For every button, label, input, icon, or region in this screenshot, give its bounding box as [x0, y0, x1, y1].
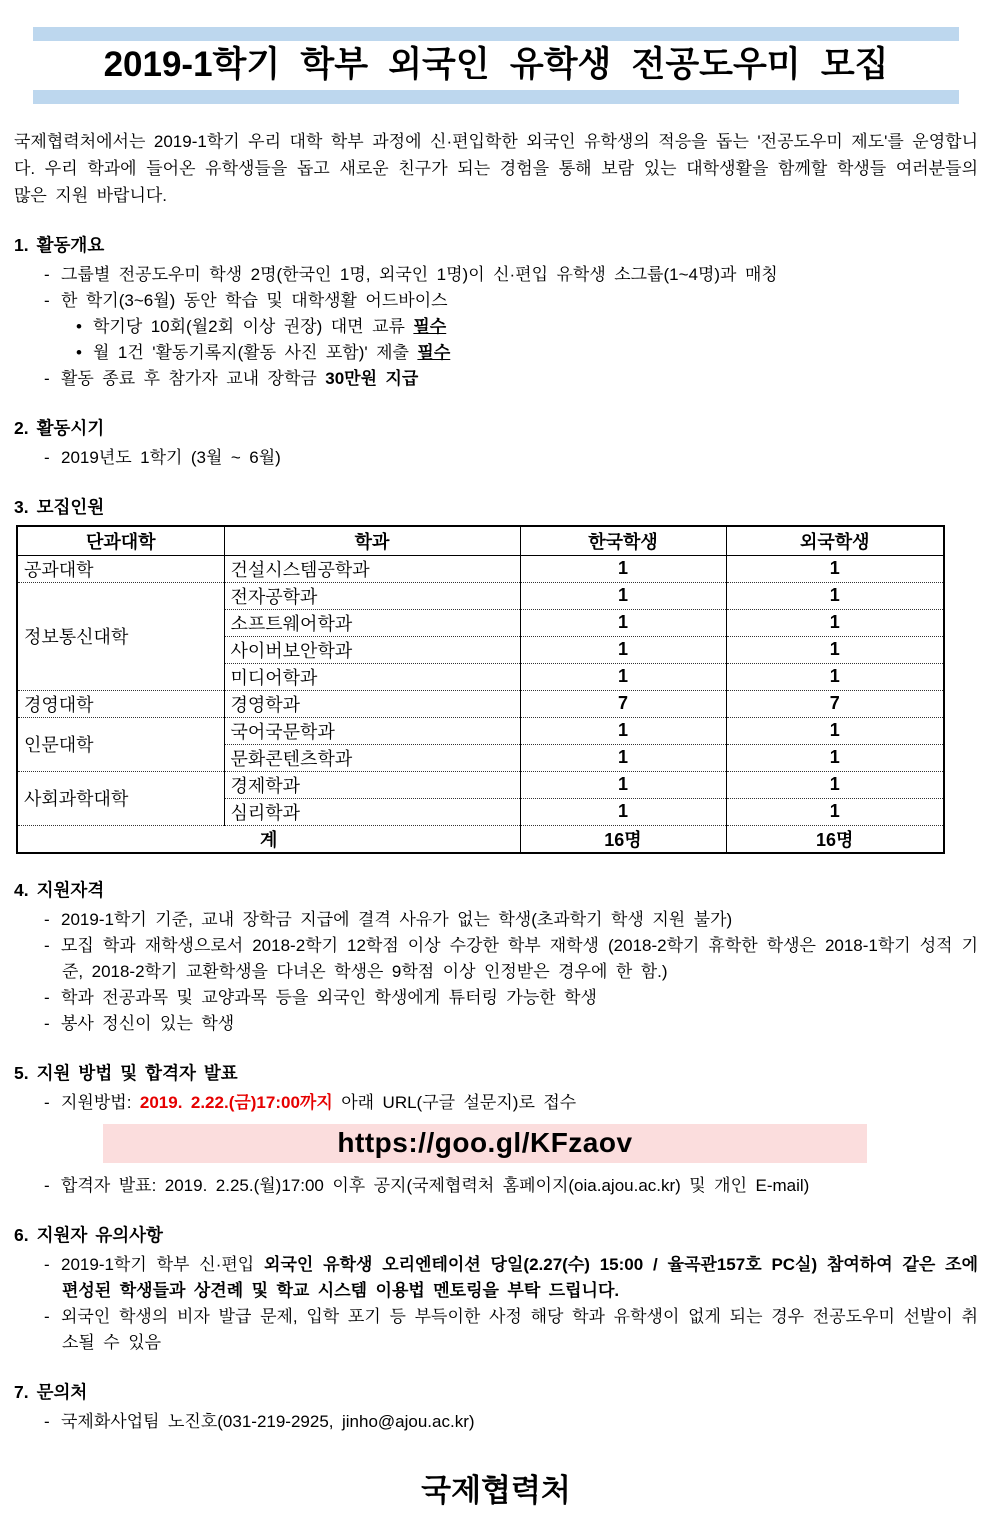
page-title: 2019-1학기 학부 외국인 유학생 전공도우미 모집	[103, 45, 889, 84]
table-row	[17, 690, 944, 717]
orientation-emphasis: 외국인 유학생 오리엔테이션 당일(2.27(수) 15:00 / 율곡관157호 PC실) 참여하여 같은 조에 편성된 학생들과 상견례 및 학교 시스템 이용법 멘토링을 부탁 드립니다.	[62, 1254, 978, 1300]
list-item	[14, 907, 978, 933]
item-text: 아래 URL(구글 설문지)로 접수	[332, 1092, 577, 1112]
item-text: 그룹별 전공도우미 학생 2명(한국인 1명, 외국인 1명)이 신·편입 유학생 소그룹(1~4명)과 매칭	[61, 265, 778, 284]
application-url-box	[103, 1124, 867, 1163]
required-emphasis: 필수	[417, 343, 451, 362]
total-label-cell: 계	[17, 825, 520, 853]
dash-bullet: -	[44, 909, 50, 929]
table-total-row	[17, 825, 944, 853]
department-cell: 심리학과	[224, 798, 520, 825]
korean-count-cell: 1	[520, 582, 726, 609]
table-row	[17, 582, 944, 609]
item-text: 2019-1학기 학부 신·편입	[61, 1254, 265, 1274]
table-row	[17, 717, 944, 744]
recruitment-table	[16, 525, 945, 854]
department-cell: 전자공학과	[224, 582, 520, 609]
korean-count-cell: 1	[520, 555, 726, 582]
korean-count-cell: 7	[520, 690, 726, 717]
total-foreign-cell: 16명	[726, 825, 944, 853]
dash-bullet: -	[44, 935, 50, 955]
item-text: 지원방법:	[61, 1092, 140, 1112]
list-item	[14, 1252, 978, 1304]
total-korean-cell: 16명	[520, 825, 726, 853]
list-item	[14, 1090, 978, 1116]
dot-bullet: •	[76, 343, 82, 362]
item-text: 활동 종료 후 참가자 교내 장학금	[61, 369, 326, 388]
intro-paragraph: 국제협력처에서는 2019-1학기 우리 대학 학부 과정에 신·편입학한 외국인 유학생의 적응을 돕는 '전공도우미 제도'를 운영합니다. 우리 학과에 들어온 유학생들을 돕고 새로운 친구가 되는 경험을 통해 보람 있는 대학생활을 함께할 학생들 여러분들의 많은 지원 바랍니다.	[14, 132, 978, 205]
department-cell: 문화콘텐츠학과	[224, 744, 520, 771]
college-cell: 정보통신대학	[17, 582, 224, 690]
item-text: 한 학기(3~6월) 동안 학습 및 대학생활 어드바이스	[61, 291, 448, 310]
list-item	[14, 1409, 978, 1435]
foreign-count-cell: 1	[726, 636, 944, 663]
col-header-department: 학과	[224, 526, 520, 555]
department-cell: 건설시스템공학과	[224, 555, 520, 582]
dash-bullet: -	[44, 1092, 50, 1112]
col-header-foreign-students: 외국학생	[726, 526, 944, 555]
table-row	[17, 555, 944, 582]
foreign-count-cell: 1	[726, 582, 944, 609]
col-header-korean-students: 한국학생	[520, 526, 726, 555]
college-cell: 공과대학	[17, 555, 224, 582]
deadline-text: 2019. 2.22.(금)17:00까지	[139, 1092, 333, 1112]
item-text: 외국인 학생의 비자 발급 문제, 입학 포기 등 부득이한 사정 해당 학과 유학생이 없게 되는 경우 전공도우미 선발이 취소될 수 있음	[61, 1306, 978, 1352]
section-heading: 3. 모집인원	[14, 497, 105, 517]
item-text: 합격자 발표: 2019. 2.25.(월)17:00 이후 공지(국제협력처 홈페이지(oia.ajou.ac.kr) 및 개인 E-mail)	[61, 1175, 810, 1195]
list-item	[14, 1011, 978, 1037]
korean-count-cell: 1	[520, 717, 726, 744]
dash-bullet: -	[44, 1306, 50, 1326]
list-item	[14, 1173, 978, 1199]
list-item	[14, 1304, 978, 1356]
korean-count-cell: 1	[520, 798, 726, 825]
department-cell: 소프트웨어학과	[224, 609, 520, 636]
section-activity-overview	[14, 232, 978, 392]
department-cell: 경영학과	[224, 690, 520, 717]
item-text: 2019-1학기 기준, 교내 장학금 지급에 결격 사유가 없는 학생(초과학기 학생 지원 불가)	[61, 909, 733, 929]
list-item	[14, 985, 978, 1011]
list-subitem	[14, 340, 978, 366]
college-cell: 인문대학	[17, 717, 224, 771]
section-heading: 7. 문의처	[14, 1381, 88, 1402]
college-cell: 경영대학	[17, 690, 224, 717]
dash-bullet: -	[44, 265, 50, 284]
section-eligibility	[14, 877, 978, 1037]
section-activity-period	[14, 415, 978, 471]
foreign-count-cell: 1	[726, 717, 944, 744]
dash-bullet: -	[44, 291, 50, 310]
section-applicant-notes	[14, 1222, 978, 1356]
dash-bullet: -	[44, 369, 50, 388]
contact-text: 국제화사업팀 노진호(031-219-2925, jinho@ajou.ac.kr)	[61, 1411, 475, 1431]
foreign-count-cell: 1	[726, 609, 944, 636]
korean-count-cell: 1	[520, 744, 726, 771]
list-item	[14, 288, 978, 314]
section-application-method	[14, 1060, 978, 1199]
foreign-count-cell: 1	[726, 798, 944, 825]
dash-bullet: -	[44, 1411, 50, 1431]
section-heading: 6. 지원자 유의사항	[14, 1224, 163, 1245]
department-cell: 사이버보안학과	[224, 636, 520, 663]
title-top-bar	[33, 27, 959, 41]
list-item	[14, 262, 978, 288]
foreign-count-cell: 1	[726, 555, 944, 582]
item-text: 학기당 10회(월2회 이상 권장) 대면 교류	[93, 317, 414, 336]
title-bottom-bar	[33, 90, 959, 104]
table-header-row	[17, 526, 944, 555]
dash-bullet: -	[44, 448, 50, 467]
foreign-count-cell: 1	[726, 663, 944, 690]
item-text: 월 1건 '활동기록지(활동 사진 포함)' 제출	[93, 343, 418, 362]
title-banner	[33, 27, 959, 104]
department-cell: 국어국문학과	[224, 717, 520, 744]
org-name: 국제협력처	[421, 1472, 571, 1508]
list-item	[14, 445, 978, 471]
col-header-college: 단과대학	[17, 526, 224, 555]
item-text: 2019년도 1학기 (3월 ~ 6월)	[61, 448, 281, 467]
korean-count-cell: 1	[520, 771, 726, 798]
dash-bullet: -	[44, 987, 50, 1007]
foreign-count-cell: 7	[726, 690, 944, 717]
list-item	[14, 366, 978, 392]
scholarship-emphasis: 30만원 지급	[325, 369, 419, 388]
foreign-count-cell: 1	[726, 771, 944, 798]
section-contact	[14, 1379, 978, 1435]
required-emphasis: 필수	[413, 317, 447, 336]
section-heading: 5. 지원 방법 및 합격자 발표	[14, 1062, 238, 1083]
department-cell: 미디어학과	[224, 663, 520, 690]
section-heading: 1. 활동개요	[14, 235, 105, 255]
item-text: 모집 학과 재학생으로서 2018-2학기 12학점 이상 수강한 학부 재학생 (2018-2학기 휴학한 학생은 2018-1학기 성적 기준, 2018-2학기 교환학생을 다녀온 학생은 9학점 이상 인정받은 경우에 한 함.)	[61, 935, 978, 981]
dash-bullet: -	[44, 1254, 50, 1274]
section-recruitment-count	[14, 494, 978, 854]
dot-bullet: •	[76, 317, 82, 336]
recruit-table-body	[17, 555, 944, 853]
korean-count-cell: 1	[520, 609, 726, 636]
foreign-count-cell: 1	[726, 744, 944, 771]
dash-bullet: -	[44, 1013, 50, 1033]
section-heading: 2. 활동시기	[14, 418, 105, 438]
department-cell: 경제학과	[224, 771, 520, 798]
korean-count-cell: 1	[520, 636, 726, 663]
application-url: https://goo.gl/KFzaov	[337, 1127, 633, 1158]
list-item	[14, 933, 978, 985]
item-text: 학과 전공과목 및 교양과목 등을 외국인 학생에게 튜터링 가능한 학생	[61, 987, 597, 1007]
section-heading: 4. 지원자격	[14, 879, 105, 900]
college-cell: 사회과학대학	[17, 771, 224, 825]
table-row	[17, 771, 944, 798]
dash-bullet: -	[44, 1175, 50, 1195]
korean-count-cell: 1	[520, 663, 726, 690]
list-subitem	[14, 314, 978, 340]
item-text: 봉사 정신이 있는 학생	[61, 1013, 235, 1033]
